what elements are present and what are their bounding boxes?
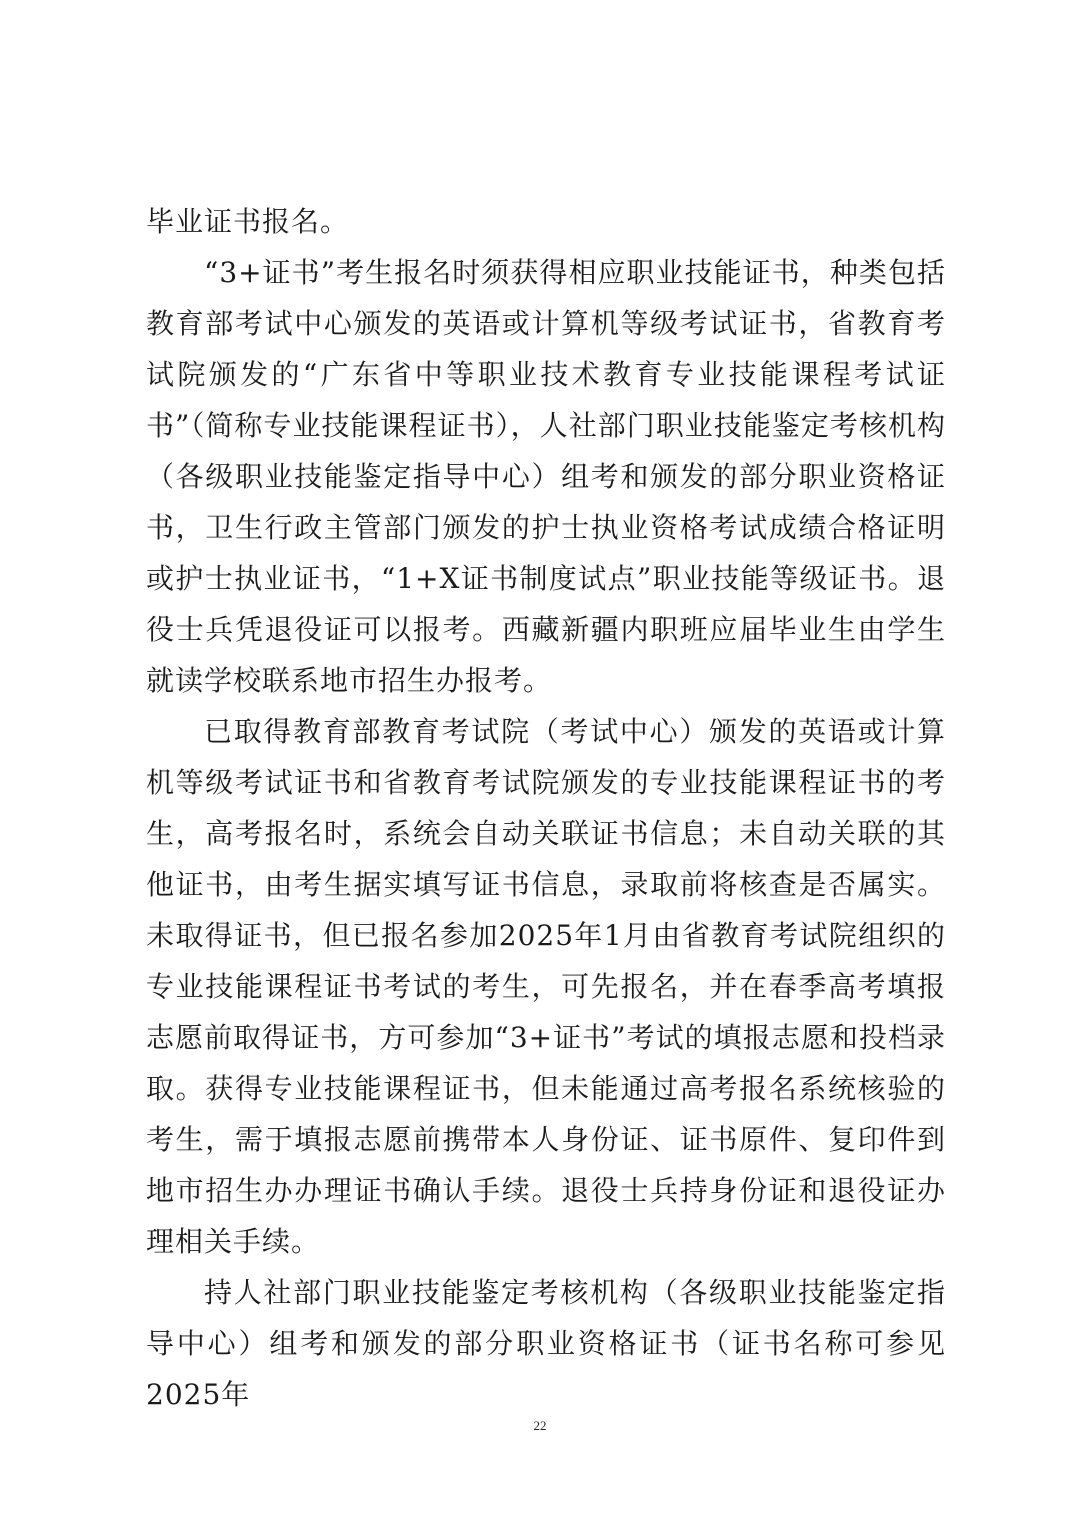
body-text <box>146 196 946 1420</box>
paragraph-continuation: 毕业证书报名。 <box>146 205 350 238</box>
paragraph-vocational-qualification: 持人社部门职业技能鉴定考核机构（各级职业技能鉴定指导中心）组考和颁发的部分职业资格证书（证书名称可参见2025年 <box>146 1276 946 1411</box>
paragraph-certificate-verification: 已取得教育部教育考试院（考试中心）颁发的英语或计算机等级考试证书和省教育考试院颁发的专业技能课程证书的考生，高考报名时，系统会自动关联证书信息；未自动关联的其他证书，由考生据实填写证书信息，录取前将核查是否属实。未取得证书，但已报名参加2025年1月由省教育考试院组织的专业技能课程证书考试的考生，可先报名，并在春季高考填报志愿前取得证书，方可参加“3+证书”考试的填报志愿和投档录取。获得专业技能课程证书，但未能通过高考报名系统核验的考生，需于填报志愿前携带本人身份证、证书原件、复印件到地市招生办办理证书确认手续。退役士兵持身份证和退役证办理相关手续。 <box>146 715 946 1258</box>
page-number: 22 <box>533 1418 547 1433</box>
paragraph-certificate-requirements: “3+证书”考生报名时须获得相应职业技能证书，种类包括教育部考试中心颁发的英语或计算机等级考试证书，省教育考试院颁发的“广东省中等职业技术教育专业技能课程考试证书”（简称专业技能课程证书），人社部门职业技能鉴定考核机构（各级职业技能鉴定指导中心）组考和颁发的部分职业资格证书，卫生行政主管部门颁发的护士执业资格考试成绩合格证明或护士执业证书，“1+X证书制度试点”职业技能等级证书。退役士兵凭退役证可以报考。西藏新疆内职班应届毕业生由学生就读学校联系地市招生办报考。 <box>146 256 946 697</box>
